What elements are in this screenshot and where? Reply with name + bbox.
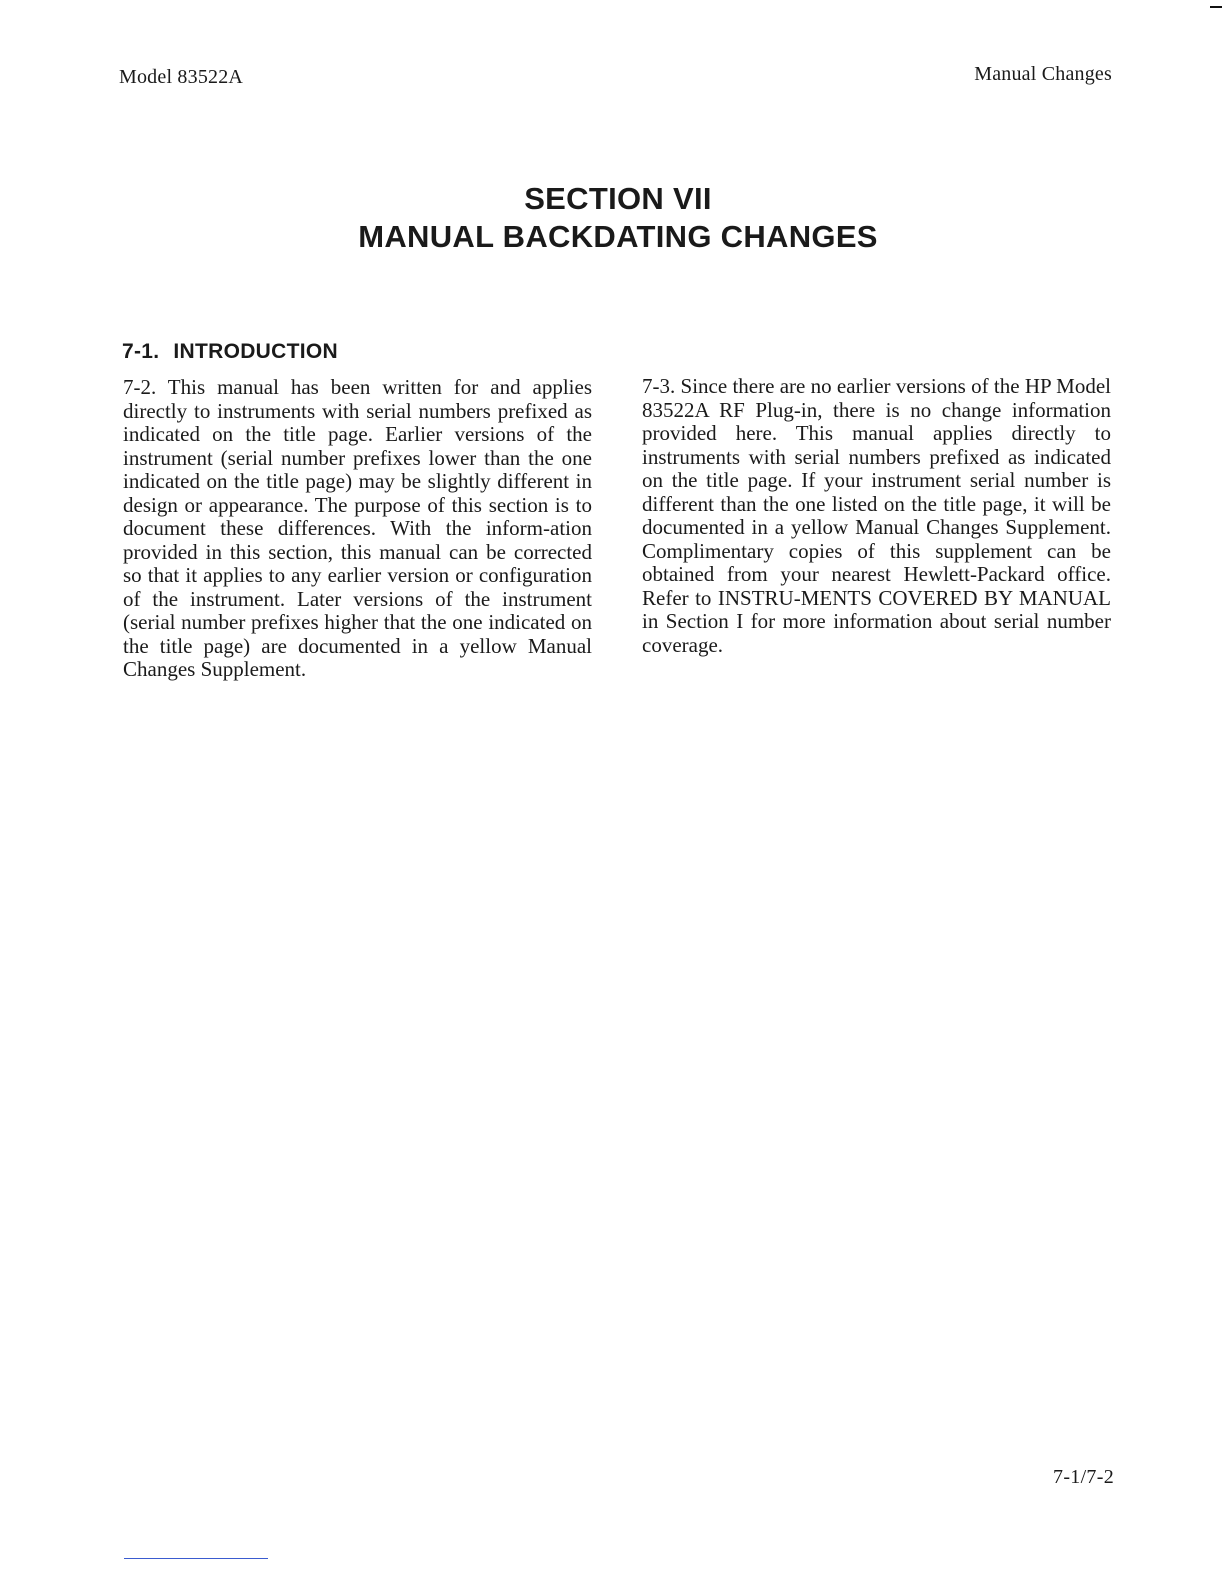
- left-column: [123, 376, 592, 682]
- section-title: [0, 180, 1224, 256]
- running-header-section: Manual Changes: [974, 63, 1112, 85]
- paragraph-7-2: 7-2. This manual has been written for and applies directly to instruments with serial numbers prefixed as indicated on the title page. Earlier versions of the instrument (serial number prefixes lower than the one indicated on the title page) may be slightly different in design or appearance. The purpose of this section is to document these differences. With the inform-ation provided in this section, this manual can be corrected so that it applies to any earlier version or configuration of the instrument. Later versions of the instrument (serial number prefixes higher that the one indicated on the title page) are documented in a yellow Manual Changes Supplement.: [123, 375, 592, 681]
- paragraph-7-3: 7-3. Since there are no earlier versions of the HP Model 83522A RF Plug-in, there is no change information provided here. This manual applies directly to instruments with serial numbers prefixed as indicated on the title page. If your instrument serial number is different than the one listed on the title page, it will be documented in a yellow Manual Changes Supplement. Complimentary copies of this supplement can be obtained from your nearest Hewlett-Packard office. Refer to INSTRU-MENTS COVERED BY MANUAL in Section I for more information about serial number coverage.: [642, 374, 1111, 657]
- introduction-heading: [122, 340, 338, 364]
- heading-number: 7-1.: [122, 340, 160, 363]
- corner-mark: [1210, 6, 1222, 8]
- section-name: MANUAL BACKDATING CHANGES: [358, 219, 878, 254]
- heading-text: INTRODUCTION: [173, 340, 338, 363]
- footer-rule: [124, 1558, 268, 1559]
- running-header-model: Model 83522A: [119, 66, 244, 88]
- section-number: SECTION VII: [524, 181, 712, 216]
- page-number: 7-1/7-2: [1053, 1466, 1114, 1488]
- right-column: [642, 375, 1111, 657]
